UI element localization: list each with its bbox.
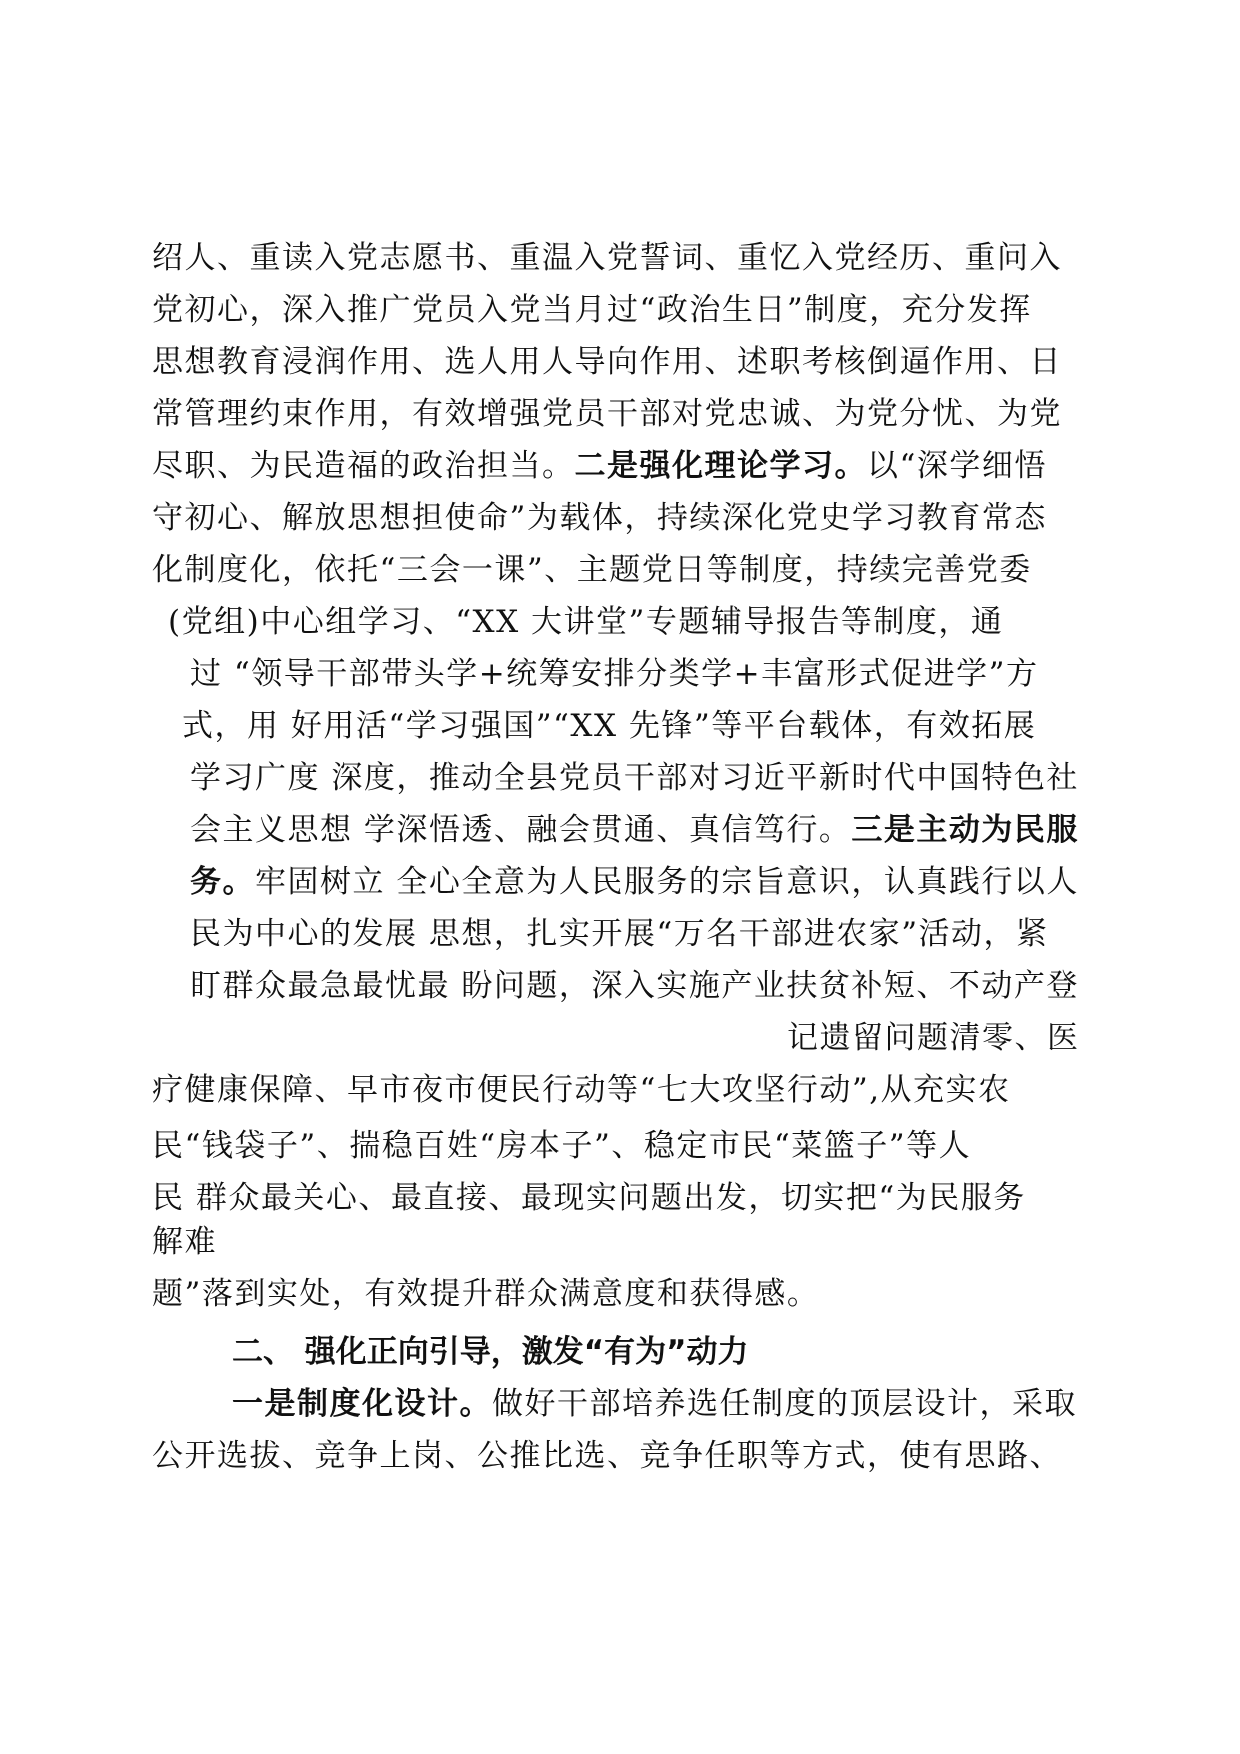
body-line-14: 民为中心的发展 思想，扎实开展“万名干部进农家”活动，紧 <box>190 916 1049 952</box>
bold-lead-3: 三是主动为民服 <box>851 812 1079 848</box>
body-line-9: 过 “领导干部带头学+统筹安排分类学+丰富形式促进学”方 <box>190 656 1039 692</box>
body-line-6: 守初心、解放思想担使命”为载体，持续深化党史学习教育常态 <box>152 500 1047 536</box>
body-text: 做好干部培养选任制度的顶层设计，采取 <box>492 1386 1077 1422</box>
body-text: 会主义思想 学深悟透、融会贯通、真信笃行。 <box>190 812 852 848</box>
body-line-3: 思想教育浸润作用、选人用人导向作用、述职考核倒逼作用、日 <box>152 344 1062 380</box>
body-line-21: 题”落到实处，有效提升群众满意度和获得感。 <box>152 1276 820 1312</box>
body-line-2: 党初心，深入推广党员入党当月过“政治生日”制度，充分发挥 <box>152 292 1032 328</box>
bold-lead-section2: 一是制度化设计。 <box>232 1386 492 1422</box>
body-line-4: 常管理约束作用，有效增强党员干部对党忠诚、为党分忧、为党 <box>152 396 1062 432</box>
body-line-12 <box>190 810 1079 850</box>
body-line-5 <box>152 446 1047 486</box>
body-text: 以“深学细悟 <box>867 448 1047 484</box>
body-line-7: 化制度化，依托“三会一课”、主题党日等制度，持续完善党委 <box>152 552 1032 588</box>
body-line-15: 盯群众最急最忧最 盼问题，深入实施产业扶贫补短、不动产登 <box>190 968 1079 1004</box>
section2-line-2: 公开选拔、竞争上岗、公推比选、竞争任职等方式，使有思路、 <box>152 1438 1062 1474</box>
section2-line-1 <box>232 1384 1077 1424</box>
body-line-17: 疗健康保障、早市夜市便民行动等“七大攻坚行动”,从充实农 <box>152 1072 1011 1108</box>
body-line-20: 解难 <box>152 1224 217 1260</box>
body-line-10: 式，用 好用活“学习强国”“XX 先锋”等平台载体，有效拓展 <box>182 708 1037 744</box>
body-line-16: 记遗留问题清零、医 <box>787 1020 1080 1056</box>
body-line-11: 学习广度 深度，推动全县党员干部对习近平新时代中国特色社 <box>190 760 1079 796</box>
body-text: 尽职、为民造福的政治担当。 <box>152 448 575 484</box>
body-line-18: 民“钱袋子”、揣稳百姓“房本子”、稳定市民“菜篮子”等人 <box>152 1128 972 1164</box>
bold-lead-3-end: 务。 <box>190 864 255 900</box>
body-text: 牢固树立 全心全意为人民服务的宗旨意识，认真践行以人 <box>255 864 1079 900</box>
body-line-8: (党组)中心组学习、“XX 大讲堂”专题辅导报告等制度，通 <box>168 604 1004 640</box>
body-line-13 <box>190 862 1079 902</box>
section-heading: 二、 强化正向引导，激发“有为”动力 <box>232 1334 749 1370</box>
body-line-1: 绍人、重读入党志愿书、重温入党誓词、重忆入党经历、重问入 <box>152 240 1062 276</box>
bold-lead-2: 二是强化理论学习。 <box>574 448 867 484</box>
body-line-19: 民 群众最关心、最直接、最现实问题出发，切实把“为民服务 <box>152 1180 1026 1216</box>
